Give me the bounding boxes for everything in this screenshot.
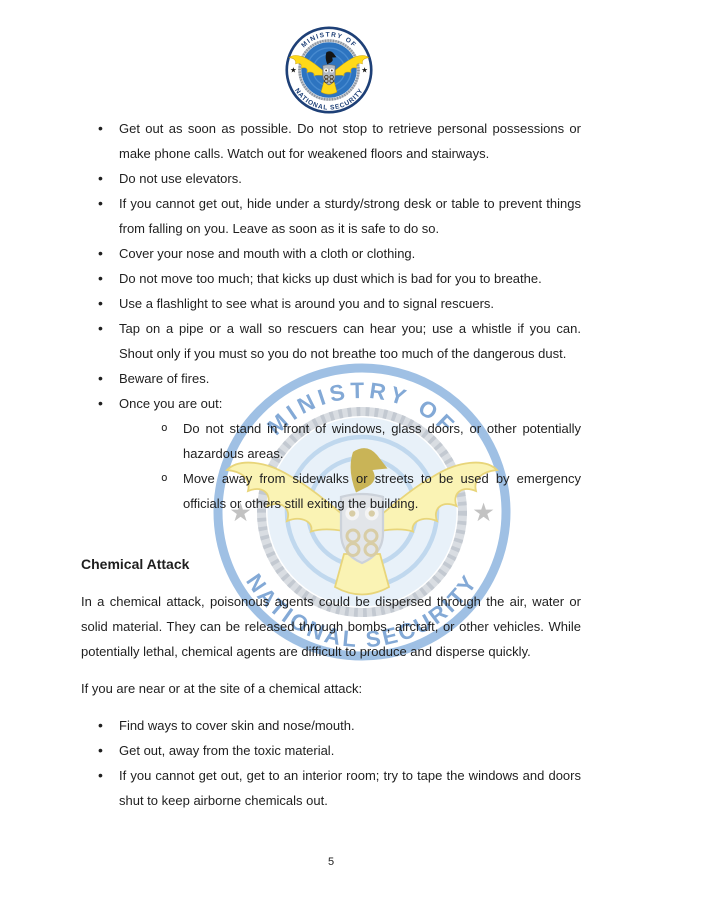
ministry-seal-logo (285, 26, 373, 114)
list-item (81, 391, 581, 516)
list-item (81, 366, 581, 391)
list-item-text: Do not use elevators. (119, 171, 242, 186)
paragraph: If you are near or at the site of a chemical attack: (81, 681, 363, 696)
chemical-attack-list (81, 713, 581, 813)
list-item-text: Beware of fires. (119, 371, 210, 386)
list-item-text: Get out as soon as possible. Do not stop to retrieve personal possessions or make phone calls. Watch out for weakened floors and stairways. (119, 121, 581, 161)
list-item-text: If you cannot get out, hide under a sturdy/strong desk or table to prevent things from falling on you. Leave as soon as it is safe to do so. (119, 196, 581, 236)
page-content (81, 116, 581, 813)
list-item-text: Do not move too much; that kicks up dust which is bad for you to breathe. (119, 271, 542, 286)
list-item (81, 763, 581, 813)
sub-list-item (119, 416, 581, 466)
list-item-text: If you cannot get out, get to an interior room; try to tape the windows and doors shut to keep airborne chemicals out. (119, 768, 581, 808)
list-item (81, 116, 581, 166)
earthquake-safety-list (81, 116, 581, 516)
list-item-text: Once you are out: (119, 396, 223, 411)
list-item-text: Tap on a pipe or a wall so rescuers can hear you; use a whistle if you can. Shout only if you must so you do not breathe too much of the dangerous dust. (119, 321, 581, 361)
list-item-text: Get out, away from the toxic material. (119, 743, 335, 758)
list-item-text: Do not stand in front of windows, glass doors, or other potentially hazardous areas. (183, 421, 581, 461)
list-item (81, 713, 581, 738)
list-item (81, 166, 581, 191)
section-heading: Chemical Attack (81, 556, 190, 572)
list-item (81, 291, 581, 316)
paragraph: In a chemical attack, poisonous agents could be dispersed through the air, water or solid material. They can be released through bombs, aircraft, or other vehicles. While potentially lethal, chemical agents are difficult to produce and disperse quickly. (81, 594, 581, 659)
page-number: 5 (327, 856, 335, 868)
list-item (81, 241, 581, 266)
sub-list-item (119, 466, 581, 516)
once-out-sublist (119, 416, 581, 516)
list-item (81, 191, 581, 241)
list-item-text: Find ways to cover skin and nose/mouth. (119, 718, 355, 733)
list-item-text: Use a flashlight to see what is around you and to signal rescuers. (119, 296, 495, 311)
list-item (81, 738, 581, 763)
list-item (81, 266, 581, 291)
list-item-text: Cover your nose and mouth with a cloth or clothing. (119, 246, 416, 261)
list-item-text: Move away from sidewalks or streets to be used by emergency officials or others still exiting the building. (183, 471, 581, 511)
list-item (81, 316, 581, 366)
